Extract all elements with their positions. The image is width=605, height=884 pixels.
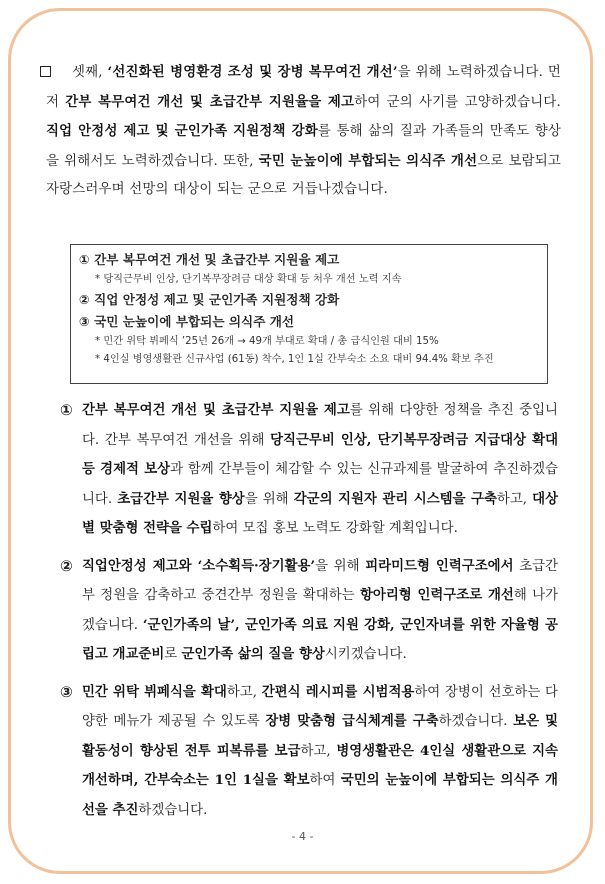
item2-text-3: 해 나가겠습니다. (82, 588, 559, 633)
item2-text-1: 을 위해 (315, 558, 366, 574)
summary-note-1: * 당직근무비 인상, 단기복무장려금 대상 확대 등 처우 개선 노력 지속 (95, 274, 402, 285)
item2-bold-5: 군인가족 삶의 질을 향상 (181, 646, 325, 662)
item1-bold-4: 각군의 지원자 관리 시스템을 구축 (293, 490, 497, 507)
item1-text-2: 과 함께 간부들이 체감할 수 있는 신규과제를 발굴하여 추진하겠습니다. (82, 462, 558, 507)
intro-text-1: 셋째, (72, 65, 108, 80)
circled-number-1: ① (60, 401, 73, 419)
item3-text-2: 하여 장병이 선호하는 다양한 메뉴가 제공될 수 있도록 (82, 684, 558, 729)
intro-bold-3: 직업 안정성 제고 및 군인가족 지원정책 강화 (46, 123, 318, 139)
intro-section (46, 58, 561, 205)
summary-heading-1 (79, 249, 539, 271)
intro-text-3: 하여 군의 사기를 고양하겠습니다. (354, 94, 561, 110)
summary-heading-3-text: 국민 눈높이에 부합되는 의식주 개선 (94, 314, 295, 329)
item1-bold-3: 초급간부 지원율 향상 (117, 490, 245, 507)
detail-item-1 (60, 396, 558, 544)
item2-text-5: 시키겠습니다. (324, 647, 407, 662)
item1-text-1: 를 위해 다양한 정책을 추진 중입니다. 간부 복무여건 개선을 위해 (82, 403, 558, 448)
summary-note-3b: * 4인실 병영생활관 신규사업 (61동) 착수, 1인 1실 간부숙소 소요 대비 94.4% 확보 추진 (95, 354, 494, 365)
item2-bold-3: 항아리형 인력구조로 개선 (359, 587, 514, 603)
intro-bold-1: ‘선진화된 병영환경 조성 및 장병 복무여건 개선’ (107, 64, 398, 80)
item3-bold-6: 국민의 눈높이에 부합되는 의식주 개선을 추진 (82, 772, 558, 818)
item3-text-5: 하여 (309, 773, 341, 788)
item3-text-4: 하고, (300, 743, 337, 759)
item1-text-5: 하여 모집 홍보 노력도 강화할 계획입니다. (212, 521, 458, 536)
item1-text-3: 을 위해 (244, 491, 294, 507)
item1-bold-1: 간부 복무여건 개선 및 초급간부 지원율 제고 (82, 402, 350, 418)
item2-bold-2: 피라미드형 인력구조에서 (365, 557, 514, 574)
item1-bold-2: 당직근무비 인상, 단기복무장려금 지급대상 확대 등 경제적 보상 (82, 431, 558, 477)
item3-bold-1: 민간 위탁 뷔페식을 확대 (82, 683, 227, 700)
item3-bold-3: 장병 맞춤형 급식체계를 구축 (265, 713, 439, 729)
summary-heading-2 (79, 289, 539, 311)
item2-text-2: 초급간부 정원을 감축하고 중견간부 정원을 확대하는 (82, 558, 559, 603)
circled-number-2: ② (60, 556, 73, 575)
circled-number-1: ① (79, 252, 90, 267)
item1-bold-5: 대상별 맞춤형 전략을 수립 (82, 490, 559, 536)
intro-text-5: 으로 보람되고 자랑스러우며 선망의 대상이 되는 군으로 거듭나겠습니다. (46, 153, 561, 197)
item2-bold-1: 직업안정성 제고와 ‘소수획득·장기활용’ (82, 557, 316, 574)
item3-text-3: 하겠습니다. (438, 714, 514, 729)
item2-text-4: 로 (164, 647, 182, 662)
intro-bold-2: 간부 복무여건 개선 및 초급간부 지원율을 제고 (65, 93, 355, 110)
intro-bold-4: 국민 눈높이에 부합되는 의식주 개선 (258, 152, 478, 169)
summary-box (70, 244, 548, 384)
intro-paragraph (46, 58, 561, 205)
circled-number-2: ② (79, 292, 90, 307)
summary-heading-2-text: 직업 안정성 제고 및 군인가족 지원정책 강화 (94, 292, 340, 307)
item2-bold-4: ‘군인가족의 날’, 군인가족 의료 지원 강화, 군인자녀를 위한 자율형 공립고 개교준비 (82, 616, 558, 662)
summary-heading-1-text: 간부 복무여건 개선 및 초급간부 지원율 제고 (94, 252, 340, 267)
detail-items (60, 396, 558, 825)
item3-bold-4: 보온 및 활동성이 향상된 전투 피복류를 보급 (82, 713, 558, 759)
intro-text-4: 를 통해 삶의 질과 가족들의 만족도 향상을 위해서도 노력하겠습니다. 또한, (46, 124, 562, 169)
circled-number-3: ③ (79, 314, 90, 329)
item3-bold-2: 간편식 레시피를 시범적용 (261, 683, 415, 700)
intro-text-2: 을 위해 노력하겠습니다. 먼저 (46, 65, 561, 110)
square-bullet-icon (40, 66, 51, 77)
summary-note-3a: * 민간 위탁 뷔페식 ’25년 26개 → 49개 부대로 확대 / 총 급식인원 대비 15% (95, 336, 439, 347)
circled-number-3: ③ (60, 682, 73, 701)
summary-heading-3 (79, 311, 539, 333)
detail-item-2 (60, 552, 558, 670)
item3-text-6: 하겠습니다. (138, 802, 208, 818)
item3-bold-5: 병영생활관은 4인실 생활관으로 지속 개선하며, 간부숙소는 1인 1실을 확보 (82, 742, 558, 788)
page-number: - 4 - (291, 830, 314, 843)
item3-text-1: 하고, (226, 684, 262, 700)
detail-item-3 (60, 678, 558, 826)
item1-text-4: 하고, (496, 491, 533, 507)
